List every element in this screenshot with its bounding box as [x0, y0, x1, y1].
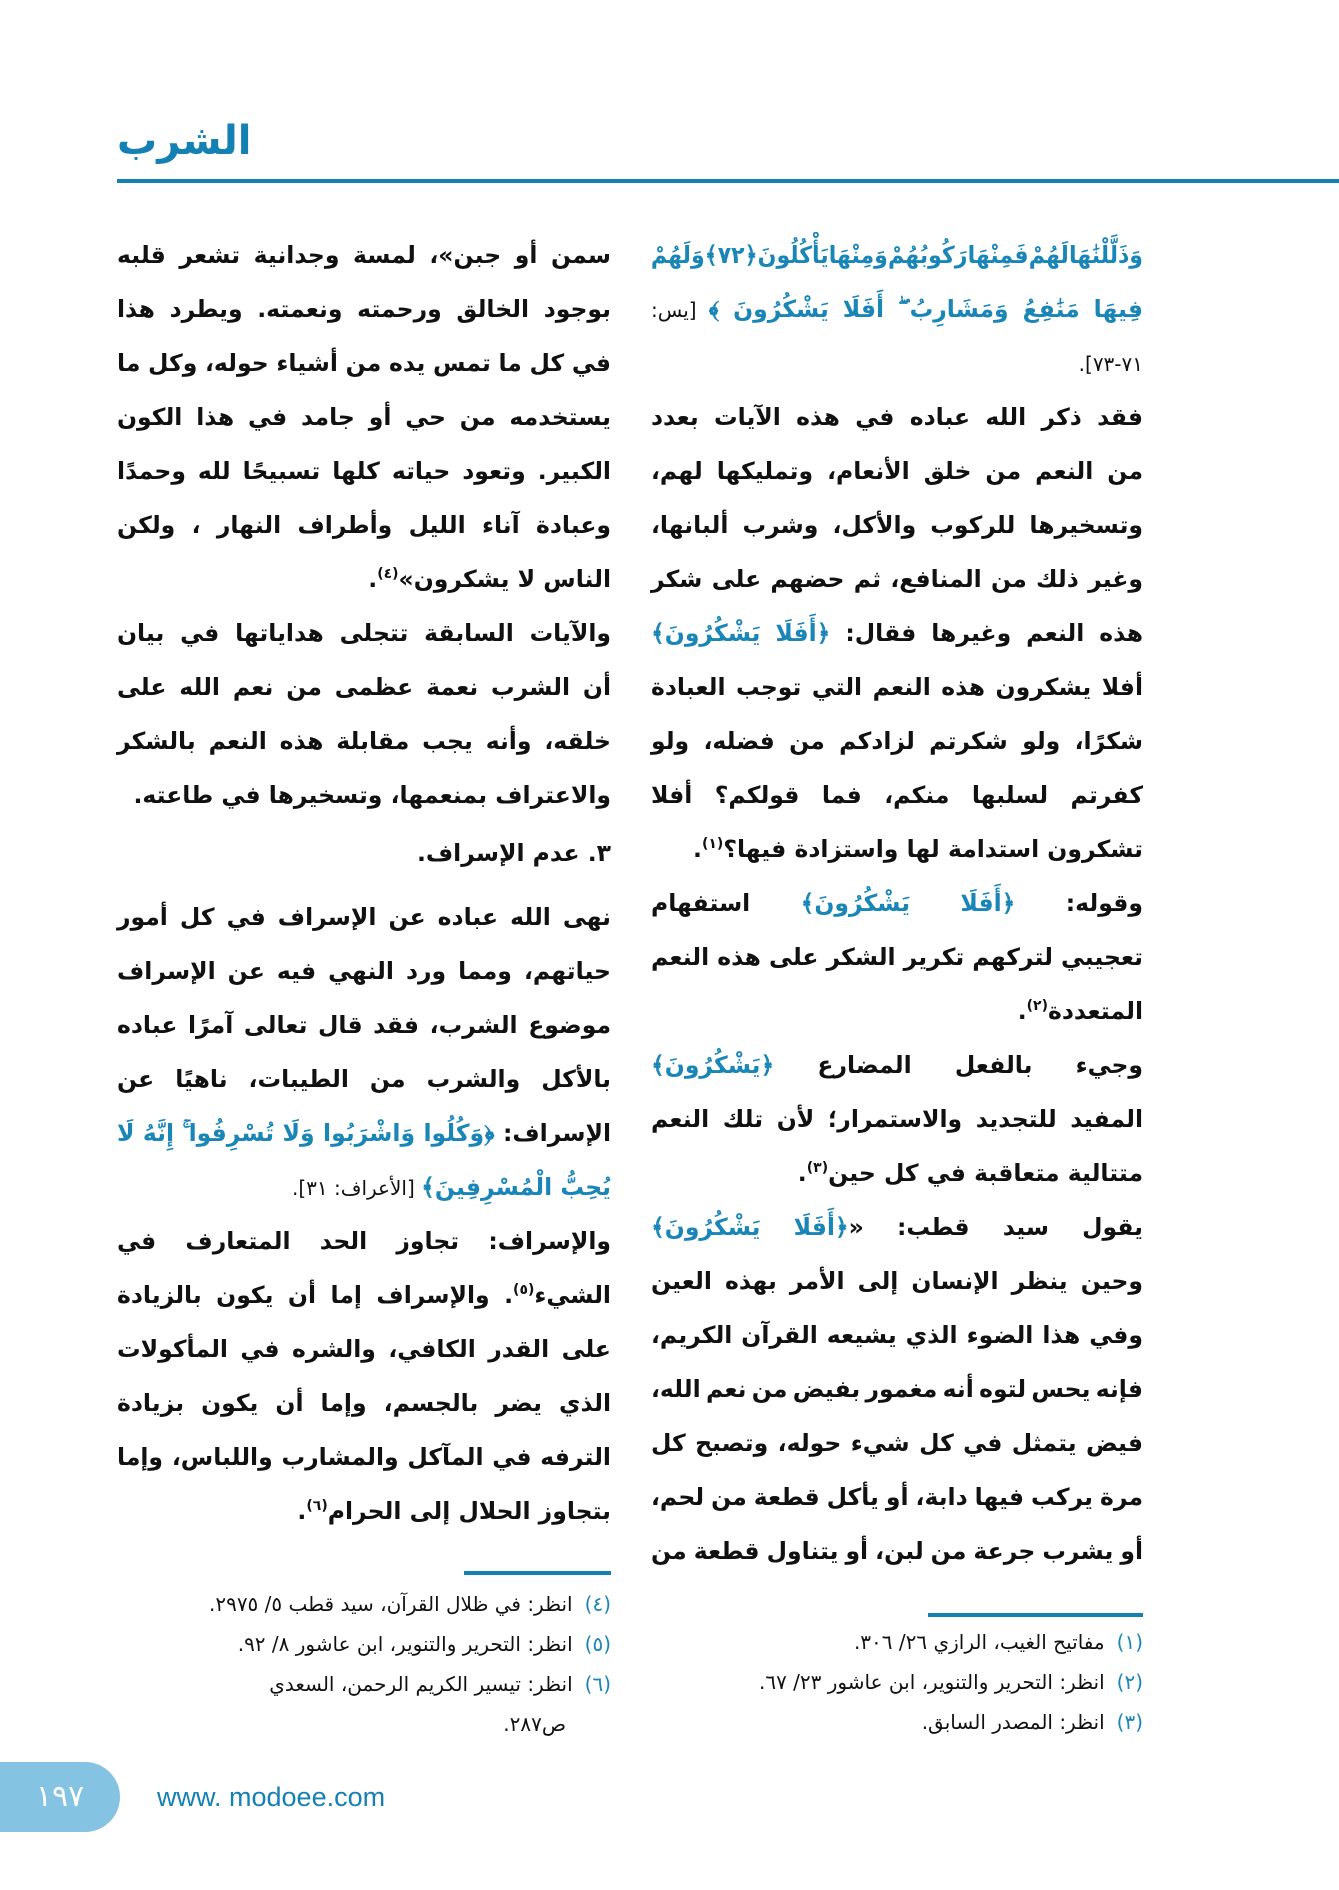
- text-line: [117, 1106, 611, 1160]
- quran-verse: ﴿أَفَلَا يَشْكُرُونَ﴾: [800, 889, 1016, 917]
- body-text: وفي هذا الضوء الذي يشيعه القرآن الكريم،: [651, 1321, 1143, 1349]
- footnote: [651, 1622, 1143, 1662]
- footnote: [651, 1702, 1143, 1742]
- body-text: بوجود الخالق ورحمته ونعمته. ويطرد هذا: [117, 295, 611, 323]
- body-text: والاعتراف بمنعمها، وتسخيرها في طاعته.: [133, 781, 611, 809]
- text-line: [651, 282, 1143, 336]
- body-text: بالأكل والشرب من الطيبات، ناهيًا عن: [117, 1065, 611, 1093]
- body-text: متتالية متعاقبة في كل حين: [828, 1159, 1143, 1187]
- body-text: .: [693, 835, 702, 863]
- body-text: الترفه في المآكل والمشارب واللباس، وإما: [117, 1443, 611, 1471]
- body-text: شكرًا، ولو شكرتم لزادكم من فضله، ولو: [651, 727, 1143, 755]
- left-column: [117, 228, 611, 1538]
- quran-verse: يُحِبُّ الْمُسْرِفِينَ﴾: [421, 1173, 611, 1201]
- footnote-number: (٢): [1116, 1670, 1143, 1694]
- text-line: [651, 390, 1143, 444]
- text-line: [651, 984, 1143, 1038]
- right-footnotes: [651, 1622, 1143, 1742]
- body-text: الذي يضر بالجسم، وإما أن يكون بزيادة: [117, 1389, 611, 1417]
- footnote-text: انظر: التحرير والتنوير، ابن عاشور ٨/ ٩٢.: [237, 1632, 573, 1656]
- text-line: [117, 1430, 611, 1484]
- body-text: نهى الله عباده عن الإسراف في كل أمور: [117, 903, 611, 931]
- text-line: [651, 930, 1143, 984]
- footnote-continuation: [117, 1704, 611, 1744]
- body-text: وتسخيرها للركوب والأكل، وشرب ألبانها،: [651, 511, 1143, 539]
- text-line: [651, 1254, 1143, 1308]
- footnote-marker: (٤): [377, 566, 399, 583]
- body-text: .: [368, 565, 378, 593]
- quran-verse: وَذَلَّلْنَٰهَا لَهُمْ فَمِنْهَا رَكُوبُهُمْ وَمِنْهَا يَأْكُلُونَ ﴿٧٢﴾ وَلَهُمْ: [650, 241, 1143, 269]
- text-line: [117, 768, 611, 822]
- footnote-text: ص٢٨٧.: [503, 1712, 566, 1736]
- text-line: [651, 768, 1143, 822]
- body-text: والإسراف: تجاوز الحد المتعارف في: [117, 1227, 611, 1255]
- text-line: [117, 1268, 611, 1322]
- body-text: .: [797, 1159, 807, 1187]
- verse-reference: ٧١-٧٣].: [1078, 352, 1143, 376]
- quran-verse: ﴿أَفَلَا يَشْكُرُونَ﴾: [651, 1213, 849, 1241]
- footnote-number: (١): [1116, 1630, 1143, 1654]
- verse-reference: [يس:: [651, 298, 709, 322]
- footnote-marker: (٦): [306, 1498, 328, 1515]
- footnote-number: (٣): [1116, 1710, 1143, 1734]
- quran-verse: ﴿وَكُلُوا وَاشْرَبُوا وَلَا تُسْرِفُوا ۚ إِنَّهُ لَا: [117, 1119, 495, 1147]
- text-line: [651, 1200, 1143, 1254]
- text-line: [651, 1524, 1143, 1578]
- body-text: على القدر الكافي، والشره في المأكولات: [117, 1335, 611, 1363]
- text-line: [117, 890, 611, 944]
- footnote-separator: [928, 1613, 1143, 1617]
- text-line: [651, 1470, 1143, 1524]
- body-text: وغير ذلك من المنافع، ثم حضهم على شكر: [651, 565, 1143, 593]
- body-text: يقول سيد قطب: «: [848, 1213, 1143, 1241]
- body-text: في كل ما تمس يده من أشياء حوله، وكل ما: [117, 349, 611, 377]
- text-line: [651, 660, 1143, 714]
- body-text: أفلا يشكرون هذه النعم التي توجب العبادة: [651, 673, 1143, 701]
- body-text: فقد ذكر الله عباده في هذه الآيات بعدد: [651, 403, 1143, 431]
- header-rule: [117, 179, 1339, 183]
- body-text: فيض يتمثل في كل شيء حوله، وتصبح كل: [651, 1429, 1143, 1457]
- text-line: [117, 1052, 611, 1106]
- text-line: [117, 444, 611, 498]
- text-line: [651, 336, 1143, 390]
- footnote: [117, 1584, 611, 1624]
- text-line: [651, 444, 1143, 498]
- text-line: [651, 876, 1143, 930]
- right-column: [651, 228, 1143, 1578]
- body-text: أن الشرب نعمة عظمى من نعم الله على: [117, 673, 611, 701]
- body-text: وجيء بالفعل المضارع: [774, 1051, 1143, 1079]
- body-text: .: [1017, 997, 1027, 1025]
- page-number-badge: [0, 1762, 120, 1832]
- text-line: [651, 606, 1143, 660]
- quran-verse: ﴿أَفَلَا يَشْكُرُونَ﴾: [651, 619, 831, 647]
- text-line: [117, 944, 611, 998]
- text-line: [117, 1484, 611, 1538]
- body-text: أو يشرب جرعة من لبن، أو يتناول قطعة من: [651, 1537, 1143, 1565]
- footnote-number: (٤): [584, 1592, 611, 1616]
- text-line: [117, 228, 611, 282]
- footnote-text: انظر: تيسير الكريم الرحمن، السعدي: [269, 1672, 573, 1696]
- body-text: من النعم من خلق الأنعام، وتمليكها لهم،: [651, 457, 1143, 485]
- text-line: [117, 1214, 611, 1268]
- body-text: الكبير. وتعود حياته كلها تسبيحًا لله وحمدًا: [117, 457, 611, 485]
- footnote-text: انظر: في ظلال القرآن، سيد قطب ٥/ ٢٩٧٥.: [208, 1592, 573, 1616]
- body-text: هذه النعم وغيرها فقال:: [830, 619, 1143, 647]
- body-text: موضوع الشرب، فقد قال تعالى آمرًا عباده: [117, 1011, 611, 1039]
- body-text: يستخدمه من حي أو جامد في هذا الكون: [117, 403, 611, 431]
- text-line: [117, 606, 611, 660]
- body-text: تعجيبي لتركهم تكرير الشكر على هذه النعم: [651, 943, 1143, 971]
- text-line: [117, 714, 611, 768]
- text-line: [117, 1376, 611, 1430]
- body-text: حياتهم، ومما ورد النهي فيه عن الإسراف: [117, 957, 611, 985]
- footnote-marker: (١): [701, 836, 724, 853]
- text-line: [651, 1092, 1143, 1146]
- body-text: مرة يركب فيها دابة، أو يأكل قطعة من لحم،: [651, 1483, 1143, 1511]
- section-heading: [117, 826, 611, 880]
- footnote: [117, 1664, 611, 1704]
- text-line: [651, 714, 1143, 768]
- verse-reference: [الأعراف: ٣١].: [291, 1176, 422, 1200]
- body-text: . والإسراف إما أن يكون بالزيادة: [117, 1281, 514, 1309]
- text-line: [651, 1146, 1143, 1200]
- footnote-separator: [464, 1571, 611, 1575]
- chapter-title: الشرب: [117, 118, 252, 164]
- text-line: [651, 498, 1143, 552]
- body-text: سمن أو جبن»، لمسة وجدانية تشعر قلبه: [117, 241, 611, 269]
- text-line: [651, 822, 1143, 876]
- text-line: [117, 336, 611, 390]
- quran-verse: ﴿يَشْكُرُونَ﴾: [651, 1051, 775, 1079]
- body-text: وقوله:: [1015, 889, 1143, 917]
- body-text: بتجاوز الحلال إلى الحرام: [327, 1497, 611, 1525]
- body-text: الإسراف:: [494, 1119, 611, 1147]
- footnote-marker: (٣): [806, 1160, 829, 1177]
- footnote-text: انظر: التحرير والتنوير، ابن عاشور ٢٣/ ٦٧.: [758, 1670, 1105, 1694]
- body-text: وحين ينظر الإنسان إلى الأمر بهذه العين: [651, 1267, 1143, 1295]
- text-line: [651, 1038, 1143, 1092]
- website-link[interactable]: www. modoee.com: [157, 1782, 386, 1812]
- body-text: وعبادة آناء الليل وأطراف النهار ، ولكن: [117, 511, 611, 539]
- text-line: [117, 998, 611, 1052]
- footnote-number: (٦): [584, 1672, 611, 1696]
- body-text: كفرتم لسلبها منكم، فما قولكم؟ أفلا: [651, 781, 1143, 809]
- body-text: الشيء: [534, 1281, 611, 1309]
- text-line: [651, 1308, 1143, 1362]
- text-line: [117, 390, 611, 444]
- body-text: الناس لا يشكرون»: [398, 565, 611, 593]
- text-line: [117, 282, 611, 336]
- text-line: [117, 552, 611, 606]
- body-text: المفيد للتجديد والاستمرار؛ لأن تلك النعم: [651, 1105, 1143, 1133]
- footnote-marker: (٢): [1026, 998, 1048, 1015]
- quran-verse: فِيهَا مَنَٰفِعُ وَمَشَارِبُ ۖ أَفَلَا يَشْكُرُونَ ﴾: [708, 295, 1143, 323]
- text-line: [650, 228, 1143, 282]
- text-line: [117, 498, 611, 552]
- body-text: المتعددة: [1048, 997, 1143, 1025]
- footnote-marker: (٥): [513, 1282, 535, 1299]
- body-text: استفهام: [651, 889, 801, 917]
- footnote: [117, 1624, 611, 1664]
- page-number: ١٩٧: [35, 1779, 85, 1814]
- body-text: تشكرون استدامة لها واستزادة فيها؟: [723, 835, 1143, 863]
- body-text: خلقه، وأنه يجب مقابلة هذه النعم بالشكر: [117, 727, 611, 755]
- footnote-text: انظر: المصدر السابق.: [921, 1710, 1105, 1734]
- footnote-text: مفاتيح الغيب، الرازي ٢٦/ ٣٠٦.: [853, 1630, 1105, 1654]
- text-line: [651, 1362, 1143, 1416]
- body-text: والآيات السابقة تتجلى هداياتها في بيان: [117, 619, 611, 647]
- body-text: ٣. عدم الإسراف.: [416, 839, 611, 867]
- footnote-number: (٥): [584, 1632, 611, 1656]
- body-text: فإنه يحس لتوه أنه مغمور بفيض من نعم الله،: [651, 1375, 1143, 1403]
- text-line: [651, 552, 1143, 606]
- text-line: [117, 660, 611, 714]
- body-text: .: [297, 1497, 307, 1525]
- left-footnotes: [117, 1584, 611, 1744]
- footnote: [651, 1662, 1143, 1702]
- text-line: [117, 1160, 611, 1214]
- text-line: [117, 1322, 611, 1376]
- text-line: [651, 1416, 1143, 1470]
